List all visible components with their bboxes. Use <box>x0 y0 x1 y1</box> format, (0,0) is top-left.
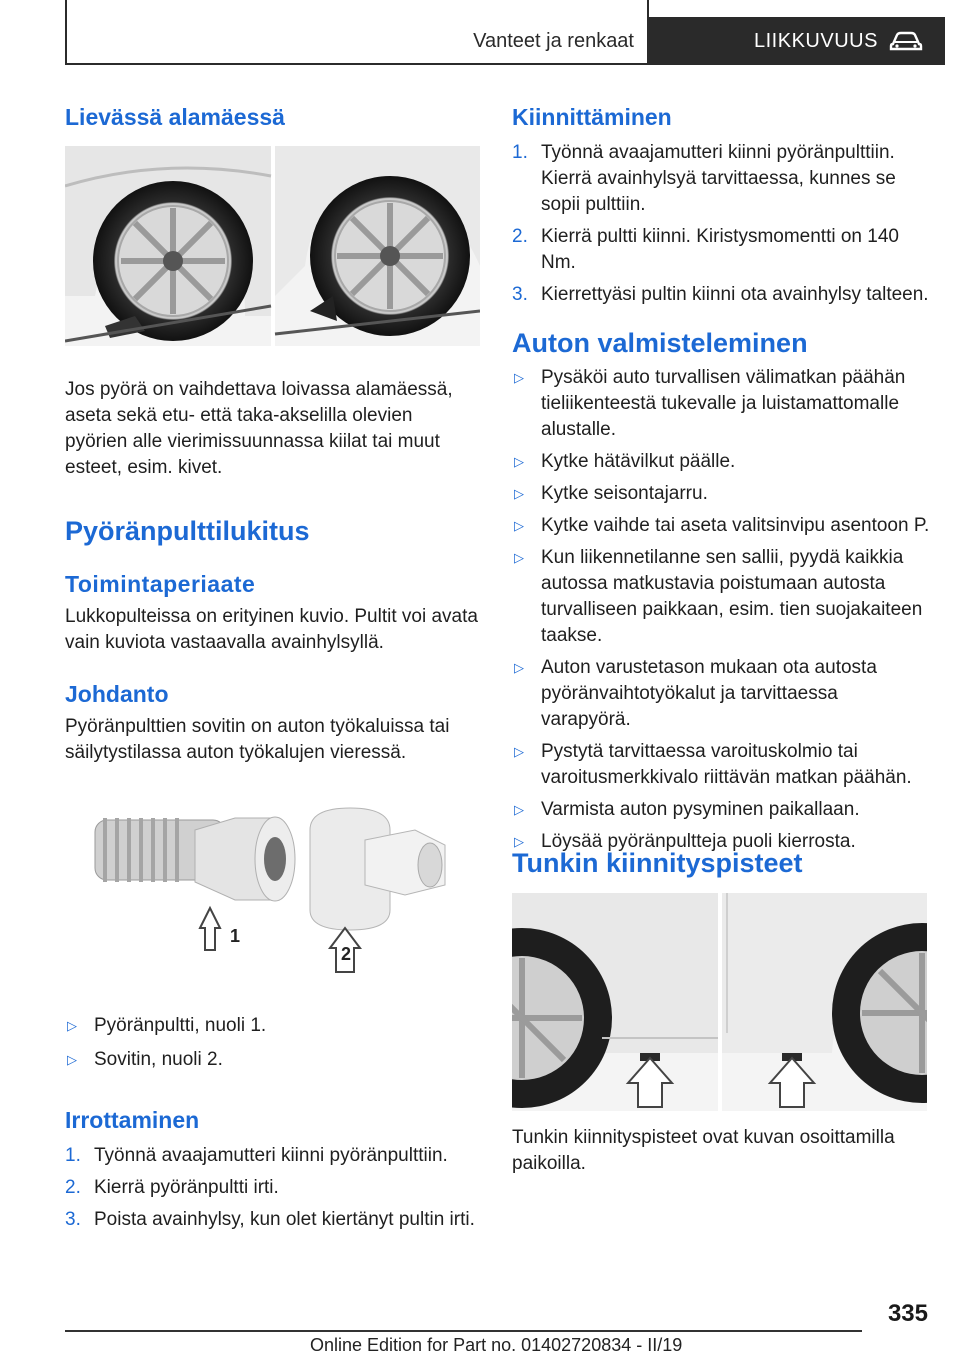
list-item: 2. Kierrä pyöränpultti irti. <box>65 1177 279 1198</box>
heading-principle: Toimintaperiaate <box>65 571 256 597</box>
triangle-bullet-icon: ▷ <box>514 744 524 759</box>
heading-intro: Johdanto <box>65 681 169 707</box>
list-item: 3. Poista avainhylsy, kun olet kiertänyt pultin irti. <box>65 1209 475 1230</box>
fit-steps <box>512 140 932 308</box>
list-item: ▷ Kytke hätävilkut päälle. <box>512 449 932 475</box>
prepare-list <box>512 365 932 855</box>
heading-fit: Kiinnittäminen <box>512 104 672 130</box>
header-underline <box>65 63 650 65</box>
triangle-bullet-icon: ▷ <box>514 550 524 565</box>
list-item: ▷ Pysäköi auto turvallisen välimatkan päähän tieliikenteestä tukevalle ja luistamattomalle alustalle. <box>514 367 906 440</box>
list-item: 2. Kierrä pultti kiinni. Kiristysmomentti on 140 Nm. <box>512 226 899 273</box>
list-item: ▷ Kytke seisontajarru. <box>512 481 932 507</box>
triangle-bullet-icon: ▷ <box>514 660 524 675</box>
heading-jack-points: Tunkin kiinnityspisteet <box>512 848 803 878</box>
arrow-1-label: 1 <box>230 926 241 946</box>
edition-note: Online Edition for Part no. 01402720834 - II/19 <box>310 1335 683 1355</box>
heading-wheel-lock: Pyöränpulttilukitus <box>65 516 310 546</box>
triangle-bullet-icon: ▷ <box>514 834 524 849</box>
list-item: ▷ Löysää pyöränpultteja puoli kierrosta. <box>512 829 932 855</box>
triangle-bullet-icon: ▷ <box>514 454 524 469</box>
slope-paragraph: Jos pyörä on vaihdettava loivassa alamäessä, aseta sekä etu- että taka-akselilla olevien pyörien alle vierimissuunnassa kiilat tai muut esteet, esim. kivet. <box>65 379 453 478</box>
triangle-bullet-icon: ▷ <box>67 1018 77 1033</box>
list-item: ▷ Sovitin, nuoli 2. <box>65 1047 480 1073</box>
list-item: 1. Työnnä avaajamutteri kiinni pyöränpulttiin. Kierrä avainhylsyä tarvittaessa, kunnes se sopii pulttiin. <box>512 142 896 215</box>
remove-steps <box>65 1143 480 1233</box>
legend-list <box>65 1013 480 1073</box>
principle-paragraph: Lukkopulteissa on erityinen kuvio. Pultit voi avata vain kuviota vastaavalla avainhylsyllä. <box>65 606 478 653</box>
list-item: ▷ Pyöränpultti, nuoli 1. <box>65 1013 480 1039</box>
triangle-bullet-icon: ▷ <box>67 1052 77 1067</box>
heading-prepare: Auton valmisteleminen <box>512 328 808 358</box>
triangle-bullet-icon: ▷ <box>514 486 524 501</box>
section-title: Vanteet ja renkaat <box>473 30 634 52</box>
triangle-bullet-icon: ▷ <box>514 370 524 385</box>
heading-remove: Irrottaminen <box>65 1107 200 1133</box>
triangle-bullet-icon: ▷ <box>514 802 524 817</box>
list-item: ▷ Varmista auton pysyminen paikallaan. <box>512 797 932 823</box>
list-item: 1. Työnnä avaajamutteri kiinni pyöränpulttiin. <box>65 1145 448 1166</box>
car-icon <box>889 30 923 52</box>
photo-jack-points <box>512 893 927 1111</box>
illustration-bolt-adapter <box>65 790 480 985</box>
intro-paragraph: Pyöränpulttien sovitin on auton työkaluissa tai säilytystilassa auton työkalujen vieressä. <box>65 716 450 763</box>
chapter-tab <box>649 17 945 65</box>
list-item: ▷ Kytke vaihde tai aseta valitsinvipu asentoon P. <box>512 513 932 539</box>
chapter-label: LIIKKUVUUS <box>754 30 878 52</box>
list-item: ▷ Kun liikennetilanne sen sallii, pyydä kaikkia autossa matkustavia poistumaan autosta turvalliseen paikkaan, esim. tien suojakaiteen taakse. <box>514 547 923 646</box>
list-item: ▷ Pystytä tarvittaessa varoituskolmio tai varoitusmerkkivalo riittävän matkan päähän. <box>514 741 912 788</box>
heading-slope: Lievässä alamäessä <box>65 104 285 130</box>
jack-points-paragraph: Tunkin kiinnityspisteet ovat kuvan osoittamilla paikoilla. <box>512 1127 895 1174</box>
list-item: ▷ Auton varustetason mukaan ota autosta pyöränvaihtotyökalut ja tarvittaessa varapyörä. <box>514 657 877 730</box>
photo-car-on-slope <box>65 146 480 346</box>
arrow-2-label: 2 <box>341 944 352 964</box>
page-number: 335 <box>887 1300 928 1327</box>
triangle-bullet-icon: ▷ <box>514 518 524 533</box>
footer-divider <box>65 1330 862 1332</box>
list-item: 3. Kierrettyäsi pultin kiinni ota avainhylsy talteen. <box>512 284 929 305</box>
header-divider-left <box>65 0 67 64</box>
